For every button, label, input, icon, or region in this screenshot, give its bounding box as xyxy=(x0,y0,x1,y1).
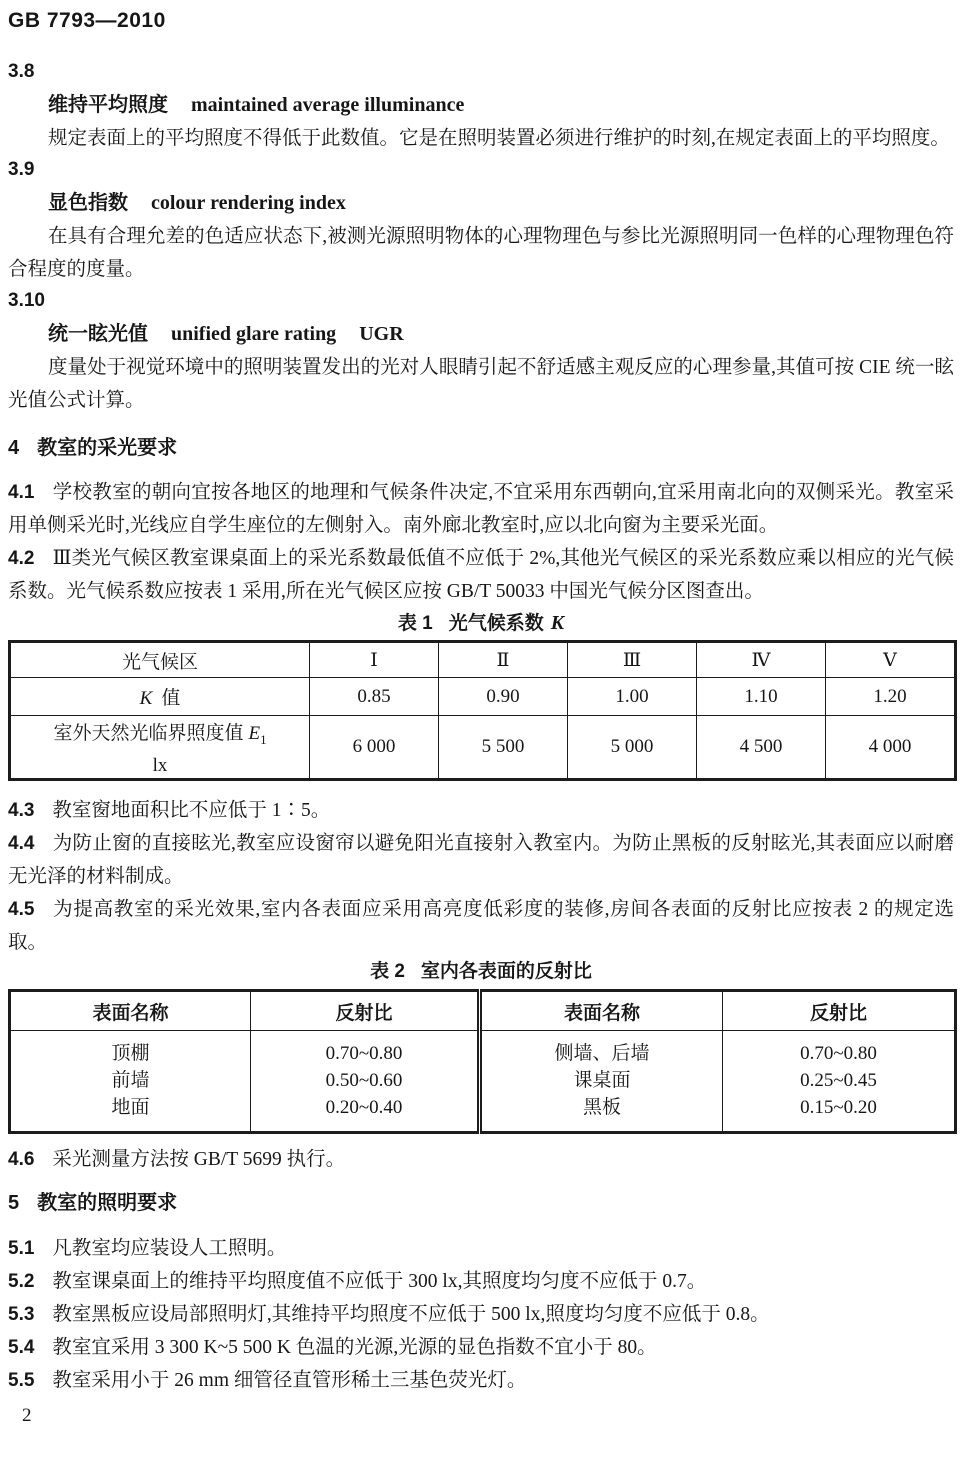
column-header: 表面名称 xyxy=(10,991,251,1031)
table-row-critical-illuminance xyxy=(10,716,956,780)
table-cell: 1.00 xyxy=(568,678,697,716)
symbol-k: K xyxy=(550,612,565,634)
table-cell: 1.20 xyxy=(826,678,956,716)
table-row-k-value xyxy=(10,678,956,716)
definition-body-3-9: 在具有合理允差的色适应状态下,被测光源照明物体的心理物理色与参比光源照明同一色样的心理物理色符合程度的度量。 xyxy=(8,226,954,280)
table-cell: 5 000 xyxy=(568,716,697,780)
symbol-e-subscript: 1 xyxy=(260,731,267,747)
column-header: 表面名称 xyxy=(480,991,723,1031)
table-cell: 5 500 xyxy=(439,716,568,780)
table-cell: Ⅰ xyxy=(310,642,439,678)
table-cell: Ⅴ xyxy=(826,642,956,678)
table-cell: Ⅱ xyxy=(439,642,568,678)
clause-number: 5.4 xyxy=(8,1337,35,1358)
clause-number: 5.1 xyxy=(8,1238,35,1259)
section-5-heading xyxy=(8,1189,954,1217)
clause-text: Ⅲ类光气候区教室课桌面上的采光系数最低值不应低于 2%,其他光气候区的采光系数应乘以相应的光气候系数。光气候系数应按表 1 采用,所在光气候区应按 GB/T 50033 中国光气候分区图查出。 xyxy=(8,548,954,602)
definition-body-3-10: 度量处于视觉环境中的照明装置发出的光对人眼睛引起不舒适感主观反应的心理参量,其值可按 CIE 统一眩光值公式计算。 xyxy=(8,357,954,411)
table-cell: Ⅲ xyxy=(568,642,697,678)
table-1-light-climate-coefficient xyxy=(8,640,957,781)
clause-number: 5.3 xyxy=(8,1304,35,1325)
term-en: unified glare rating xyxy=(171,323,337,345)
standard-number: GB 7793—2010 xyxy=(8,9,166,32)
term-line-3-8 xyxy=(48,92,954,118)
clause-number: 4.4 xyxy=(8,833,35,854)
clause-text: 学校教室的朝向宜按各地区的地理和气候条件决定,不宜采用东西朝向,宜采用南北向的双侧采光。教室采用单侧采光时,光线应自学生座位的左侧射入。南外廊北教室时,应以北向窗为主要采光面。 xyxy=(8,482,954,536)
table-cell: 0.90 xyxy=(439,678,568,716)
section-title: 教室的采光要求 xyxy=(37,437,178,459)
clause-number: 4.2 xyxy=(8,548,35,569)
reflectance-cell: 0.70~0.80 0.25~0.45 0.15~0.20 xyxy=(723,1031,956,1133)
column-header: 反射比 xyxy=(251,991,480,1031)
clause-text: 为提高教室的采光效果,室内各表面应采用高亮度低彩度的装修,房间各表面的反射比应按表 2 的规定选取。 xyxy=(8,899,954,953)
clause-text: 教室窗地面积比不应低于 1∶5。 xyxy=(52,800,331,821)
clause-5-3 xyxy=(8,1298,954,1331)
table-caption-title: 室内各表面的反射比 xyxy=(420,961,592,982)
clause-5-5 xyxy=(8,1364,954,1397)
table-2-surface-reflectance xyxy=(8,989,957,1134)
table-cell: 4 000 xyxy=(826,716,956,780)
clause-text: 凡教室均应装设人工照明。 xyxy=(52,1238,287,1259)
term-en: colour rendering index xyxy=(151,192,346,214)
table-caption-label: 表 2 xyxy=(370,961,405,982)
clause-number: 5.2 xyxy=(8,1271,35,1292)
clause-text: 采光测量方法按 GB/T 5699 执行。 xyxy=(52,1149,346,1170)
table-caption-label: 表 1 xyxy=(397,613,433,634)
page-number: 2 xyxy=(22,1405,32,1426)
symbol-e: E xyxy=(248,723,261,745)
clause-number: 4.3 xyxy=(8,800,35,821)
clause-4-6 xyxy=(8,1143,954,1176)
clause-4-2 xyxy=(8,542,954,608)
section-title: 教室的照明要求 xyxy=(37,1192,178,1214)
column-header: 反射比 xyxy=(723,991,956,1031)
clause-5-4 xyxy=(8,1331,954,1364)
definition-number-3-9: 3.9 xyxy=(8,159,35,180)
clause-number: 4.1 xyxy=(8,482,35,503)
clause-4-5 xyxy=(8,893,954,959)
table-caption-title: 光气候系数 xyxy=(448,613,544,634)
row-label: 光气候区 xyxy=(10,642,310,678)
table-header-row xyxy=(10,991,956,1031)
clause-4-4 xyxy=(8,827,954,893)
table-body-row xyxy=(10,1031,956,1133)
term-cn: 统一眩光值 xyxy=(48,323,148,345)
row-label: 室外天然光临界照度值 $E_1$ lx xyxy=(10,716,310,780)
section-number: 4 xyxy=(8,437,20,459)
term-cn: 维持平均照度 xyxy=(48,94,168,116)
clause-text: 教室黑板应设局部照明灯,其维持平均照度不应低于 500 lx,照度均匀度不应低于 0.8。 xyxy=(52,1304,770,1325)
table-cell: 6 000 xyxy=(310,716,439,780)
term-cn: 显色指数 xyxy=(48,192,128,214)
term-abbreviation: UGR xyxy=(359,323,404,345)
section-4-heading xyxy=(8,434,954,462)
clause-number: 5.5 xyxy=(8,1370,35,1391)
clause-text: 教室采用小于 26 mm 细管径直管形稀土三基色荧光灯。 xyxy=(52,1370,527,1391)
table-row-zones xyxy=(10,642,956,678)
surface-name-cell: 侧墙、后墙 课桌面 黑板 xyxy=(480,1031,723,1133)
unit-label: lx xyxy=(152,754,168,776)
table1-caption xyxy=(8,610,954,637)
clause-text: 为防止窗的直接眩光,教室应设窗帘以避免阳光直接射入教室内。为防止黑板的反射眩光,其表面应以耐磨无光泽的材料制成。 xyxy=(8,833,954,887)
clause-number: 4.5 xyxy=(8,899,35,920)
clause-text: 教室课桌面上的维持平均照度值不应低于 300 lx,其照度均匀度不应低于 0.7。 xyxy=(52,1271,707,1292)
symbol-k: K xyxy=(139,688,153,709)
table-cell: 1.10 xyxy=(697,678,826,716)
table2-caption xyxy=(8,959,954,985)
definition-number-3-8: 3.8 xyxy=(8,61,35,82)
table-cell: 4 500 xyxy=(697,716,826,780)
section-number: 5 xyxy=(8,1192,20,1214)
term-line-3-9 xyxy=(48,190,954,216)
clause-4-3 xyxy=(8,794,954,827)
term-en: maintained average illuminance xyxy=(191,94,465,116)
row-label: K 值 xyxy=(10,678,310,716)
table-cell: 0.85 xyxy=(310,678,439,716)
definition-body-3-8: 规定表面上的平均照度不得低于此数值。它是在照明装置必须进行维护的时刻,在规定表面上的平均照度。 xyxy=(48,128,950,149)
reflectance-cell: 0.70~0.80 0.50~0.60 0.20~0.40 xyxy=(251,1031,480,1133)
term-line-3-10 xyxy=(48,321,954,347)
clause-5-2 xyxy=(8,1265,954,1298)
table-cell: Ⅳ xyxy=(697,642,826,678)
clause-text: 教室宜采用 3 300 K~5 500 K 色温的光源,光源的显色指数不宜小于 80。 xyxy=(52,1337,657,1358)
surface-name-cell: 顶棚 前墙 地面 xyxy=(10,1031,251,1133)
clause-5-1 xyxy=(8,1232,954,1265)
definition-number-3-10: 3.10 xyxy=(8,290,45,311)
clause-4-1 xyxy=(8,476,954,542)
clause-number: 4.6 xyxy=(8,1149,35,1170)
